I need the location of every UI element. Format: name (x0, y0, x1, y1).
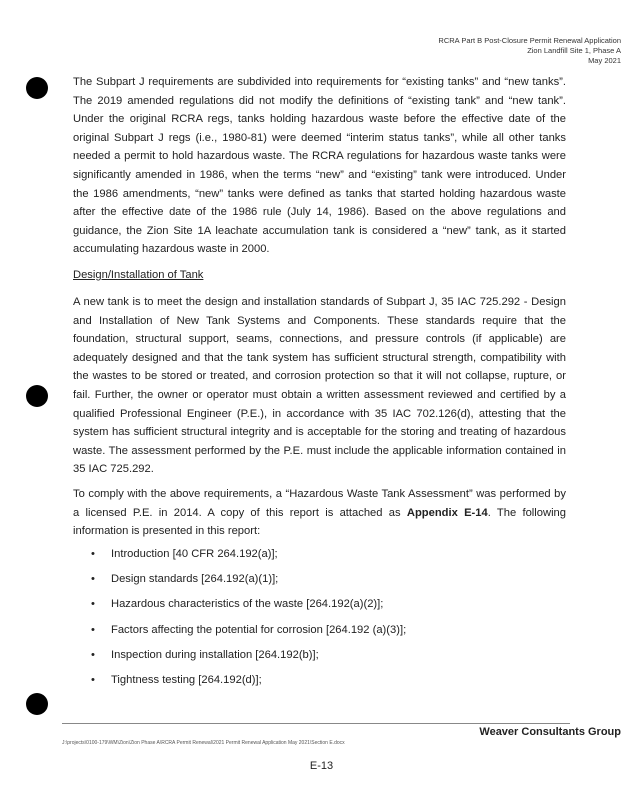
punch-hole-top (26, 77, 48, 99)
section-body-2 (73, 293, 566, 479)
assessment-text-before: To comply with the above requirements, a “Hazardous Waste Tank Assessment” was performed by a licensed P.E. in 2014. A copy of this report is attached as (73, 488, 566, 519)
header-site: Zion Landfill Site 1, Phase A (527, 46, 621, 55)
company-name: Weaver Consultants Group (479, 726, 621, 738)
section-heading-design: Design/Installation of Tank (73, 269, 204, 281)
page-number: E-13 (309, 760, 334, 772)
report-contents-list (91, 545, 406, 696)
list-item: • Tightness testing [264.192(d)]; (91, 671, 406, 696)
paragraph-design-standards: A new tank is to meet the design and installation standards of Subpart J, 35 IAC 725.292 - Design and Installation of New Tank Systems and Components. These standards require that the foundation, structural support, seams, connections, and pressure controls (if applicable) are adequately designed and that the tank system has sufficient structural strength, compatibility with the wastes to be stored or treated, and corrosion protection so that it will not collapse, rupture, or fail. Further, the owner or operator must obtain a written assessment reviewed and certified by a qualified Professional Engineer (P.E.), in accordance with 35 IAC 702.126(d), attesting that the system has sufficient structural integrity and is acceptable for the storing and treating of hazardous waste. The assessment performed by the P.E. must include the applicable information contained in 35 IAC 725.292. (73, 296, 566, 476)
footer-divider (62, 723, 570, 724)
assessment-text-after: . The following information is presented in this report: (73, 506, 566, 538)
paragraph-subpart-j: The Subpart J requirements are subdivided into requirements for “existing tanks” and “new tanks”. The 2019 amended regulations did not modify the definitions of “existing tank” and “new tank”. Under the original RCRA regs, tanks holding hazardous waste before the effective date of the original Subpart J regs (i.e., 1980-81) were deemed “interim status tanks”, while all other tanks needed a permit to hold hazardous waste. The RCRA regulations for hazardous waste tanks were significantly amended in 1986, when the terms “new” and “existing” tank were introduced. Under the 1986 amendments, “new” tanks were defined as tanks that started holding hazardous waste after the effective date of the 1986 rule (July 14, 1986). Based on the above regulations and guidance, the Zion Site 1A leachate accumulation tank is considered a “new” tank, as it started accumulating hazardous waste in 2000. (73, 76, 566, 256)
file-path: J:\projects\0100-179\WM\Zion\Zion Phase A\RCRA Permit Renewal\2021 Permit Renewal Application May 2021\Section E.docx (62, 740, 345, 746)
list-item: • Hazardous characteristics of the waste [264.192(a)(2)]; (91, 595, 406, 620)
appendix-reference: Appendix E-14 (406, 506, 488, 519)
header-date: May 2021 (588, 56, 621, 65)
list-item: • Inspection during installation [264.192(b)]; (91, 646, 406, 671)
section-body-3 (73, 485, 566, 541)
section-body-1 (73, 73, 566, 259)
page-header (438, 36, 621, 66)
punch-hole-bottom (26, 693, 48, 715)
list-item: • Factors affecting the potential for corrosion [264.192 (a)(3)]; (91, 621, 406, 646)
paragraph-assessment (73, 485, 566, 541)
list-item: • Design standards [264.192(a)(1)]; (91, 570, 406, 595)
list-item: • Introduction [40 CFR 264.192(a)]; (91, 545, 406, 570)
punch-hole-middle (26, 385, 48, 407)
header-title: RCRA Part B Post-Closure Permit Renewal Application (438, 36, 621, 45)
